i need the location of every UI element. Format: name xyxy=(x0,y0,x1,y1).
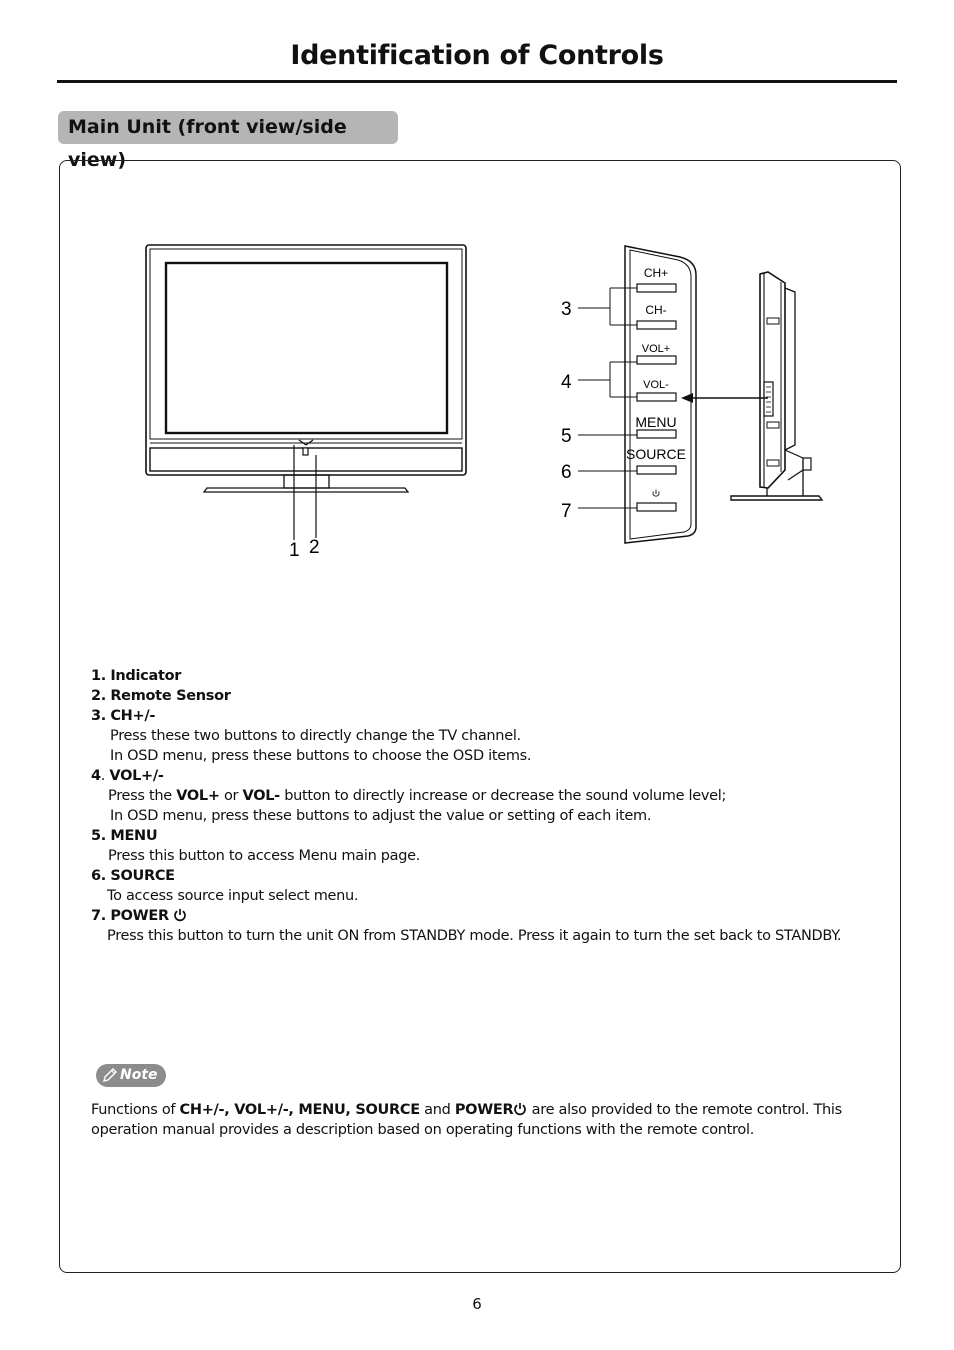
callout-6: 6 xyxy=(561,462,572,483)
control-item-1 xyxy=(91,666,851,686)
control-description: Press these two buttons to directly change the TV channel. xyxy=(110,728,521,744)
button-label-vol-minus: VOL- xyxy=(643,379,669,391)
note-text-bold: POWER xyxy=(454,1102,514,1118)
tv-front-view xyxy=(146,245,466,540)
power-icon xyxy=(173,908,187,922)
note-badge-label: Note xyxy=(120,1067,158,1083)
section-title: Main Unit (front view/side view) xyxy=(58,111,398,144)
tv-controls-diagram xyxy=(0,0,954,600)
note-text-part: are also provided to the remote control. This operation manual provides a description based on operating functions with the remote control. xyxy=(91,1102,842,1138)
control-name: CH+/- xyxy=(110,708,156,724)
control-name: VOL+/- xyxy=(109,768,164,784)
button-label-ch-minus: CH- xyxy=(645,303,667,317)
arrow-left-icon xyxy=(681,393,768,403)
button-label-vol-plus: VOL+ xyxy=(641,343,671,355)
control-number-separator: . xyxy=(100,768,106,784)
page-title: Identification of Controls xyxy=(290,40,664,71)
control-item-7 xyxy=(91,906,851,946)
control-name: POWER xyxy=(110,908,169,924)
desc-bold: VOL- xyxy=(242,788,280,804)
tv-side-view xyxy=(731,272,822,500)
controls-list xyxy=(91,666,851,946)
control-item-3 xyxy=(91,706,851,766)
pencil-icon xyxy=(101,1067,119,1084)
note-text-bold: CH+/-, VOL+/-, MENU, SOURCE xyxy=(179,1102,420,1118)
control-number: 4 xyxy=(91,768,101,784)
control-item-5 xyxy=(91,826,851,866)
desc-text: Press the xyxy=(108,788,177,804)
desc-text: or xyxy=(219,788,243,804)
button-label-menu: MENU xyxy=(635,414,677,430)
control-description: Press this button to turn the unit ON from STANDBY mode. Press it again to turn the set back to STANDBY. xyxy=(107,928,842,944)
control-name: SOURCE xyxy=(110,868,175,884)
control-item-6 xyxy=(91,866,851,906)
control-description: Press this button to access Menu main page. xyxy=(108,848,421,864)
control-name: MENU xyxy=(110,828,158,844)
control-description: In OSD menu, press these buttons to adjust the value or setting of each item. xyxy=(110,808,652,824)
callout-7: 7 xyxy=(561,501,572,522)
callout-5: 5 xyxy=(561,426,572,447)
control-number: 2. xyxy=(91,688,106,704)
desc-text: button to directly increase or decrease the sound volume level; xyxy=(279,788,727,804)
page-number: 6 xyxy=(472,1295,482,1313)
callout-1: 1 xyxy=(289,540,300,561)
control-number: 5. xyxy=(91,828,106,844)
power-icon xyxy=(513,1102,527,1116)
control-description: In OSD menu, press these buttons to choose the OSD items. xyxy=(110,748,532,764)
control-number: 7. xyxy=(91,908,106,924)
button-label-source: SOURCE xyxy=(626,446,686,462)
button-label-ch-plus: CH+ xyxy=(643,266,669,280)
control-name: Indicator xyxy=(110,668,182,684)
note-text xyxy=(91,1100,866,1140)
note-text-part: Functions of xyxy=(91,1102,180,1118)
control-item-4 xyxy=(91,766,851,826)
side-button-panel xyxy=(625,246,696,543)
callout-leaders xyxy=(578,288,637,508)
control-description: To access source input select menu. xyxy=(107,888,359,904)
control-description xyxy=(91,786,851,806)
control-number: 3. xyxy=(91,708,106,724)
note-text-part: and xyxy=(419,1102,455,1118)
control-number: 1. xyxy=(91,668,106,684)
desc-bold: VOL+ xyxy=(176,788,220,804)
callout-4: 4 xyxy=(561,372,572,393)
control-number: 6. xyxy=(91,868,106,884)
callout-2: 2 xyxy=(309,537,320,558)
power-icon xyxy=(653,490,659,497)
control-item-2 xyxy=(91,686,851,706)
callout-3: 3 xyxy=(561,299,572,320)
note-badge xyxy=(96,1064,166,1087)
control-name: Remote Sensor xyxy=(110,688,231,704)
